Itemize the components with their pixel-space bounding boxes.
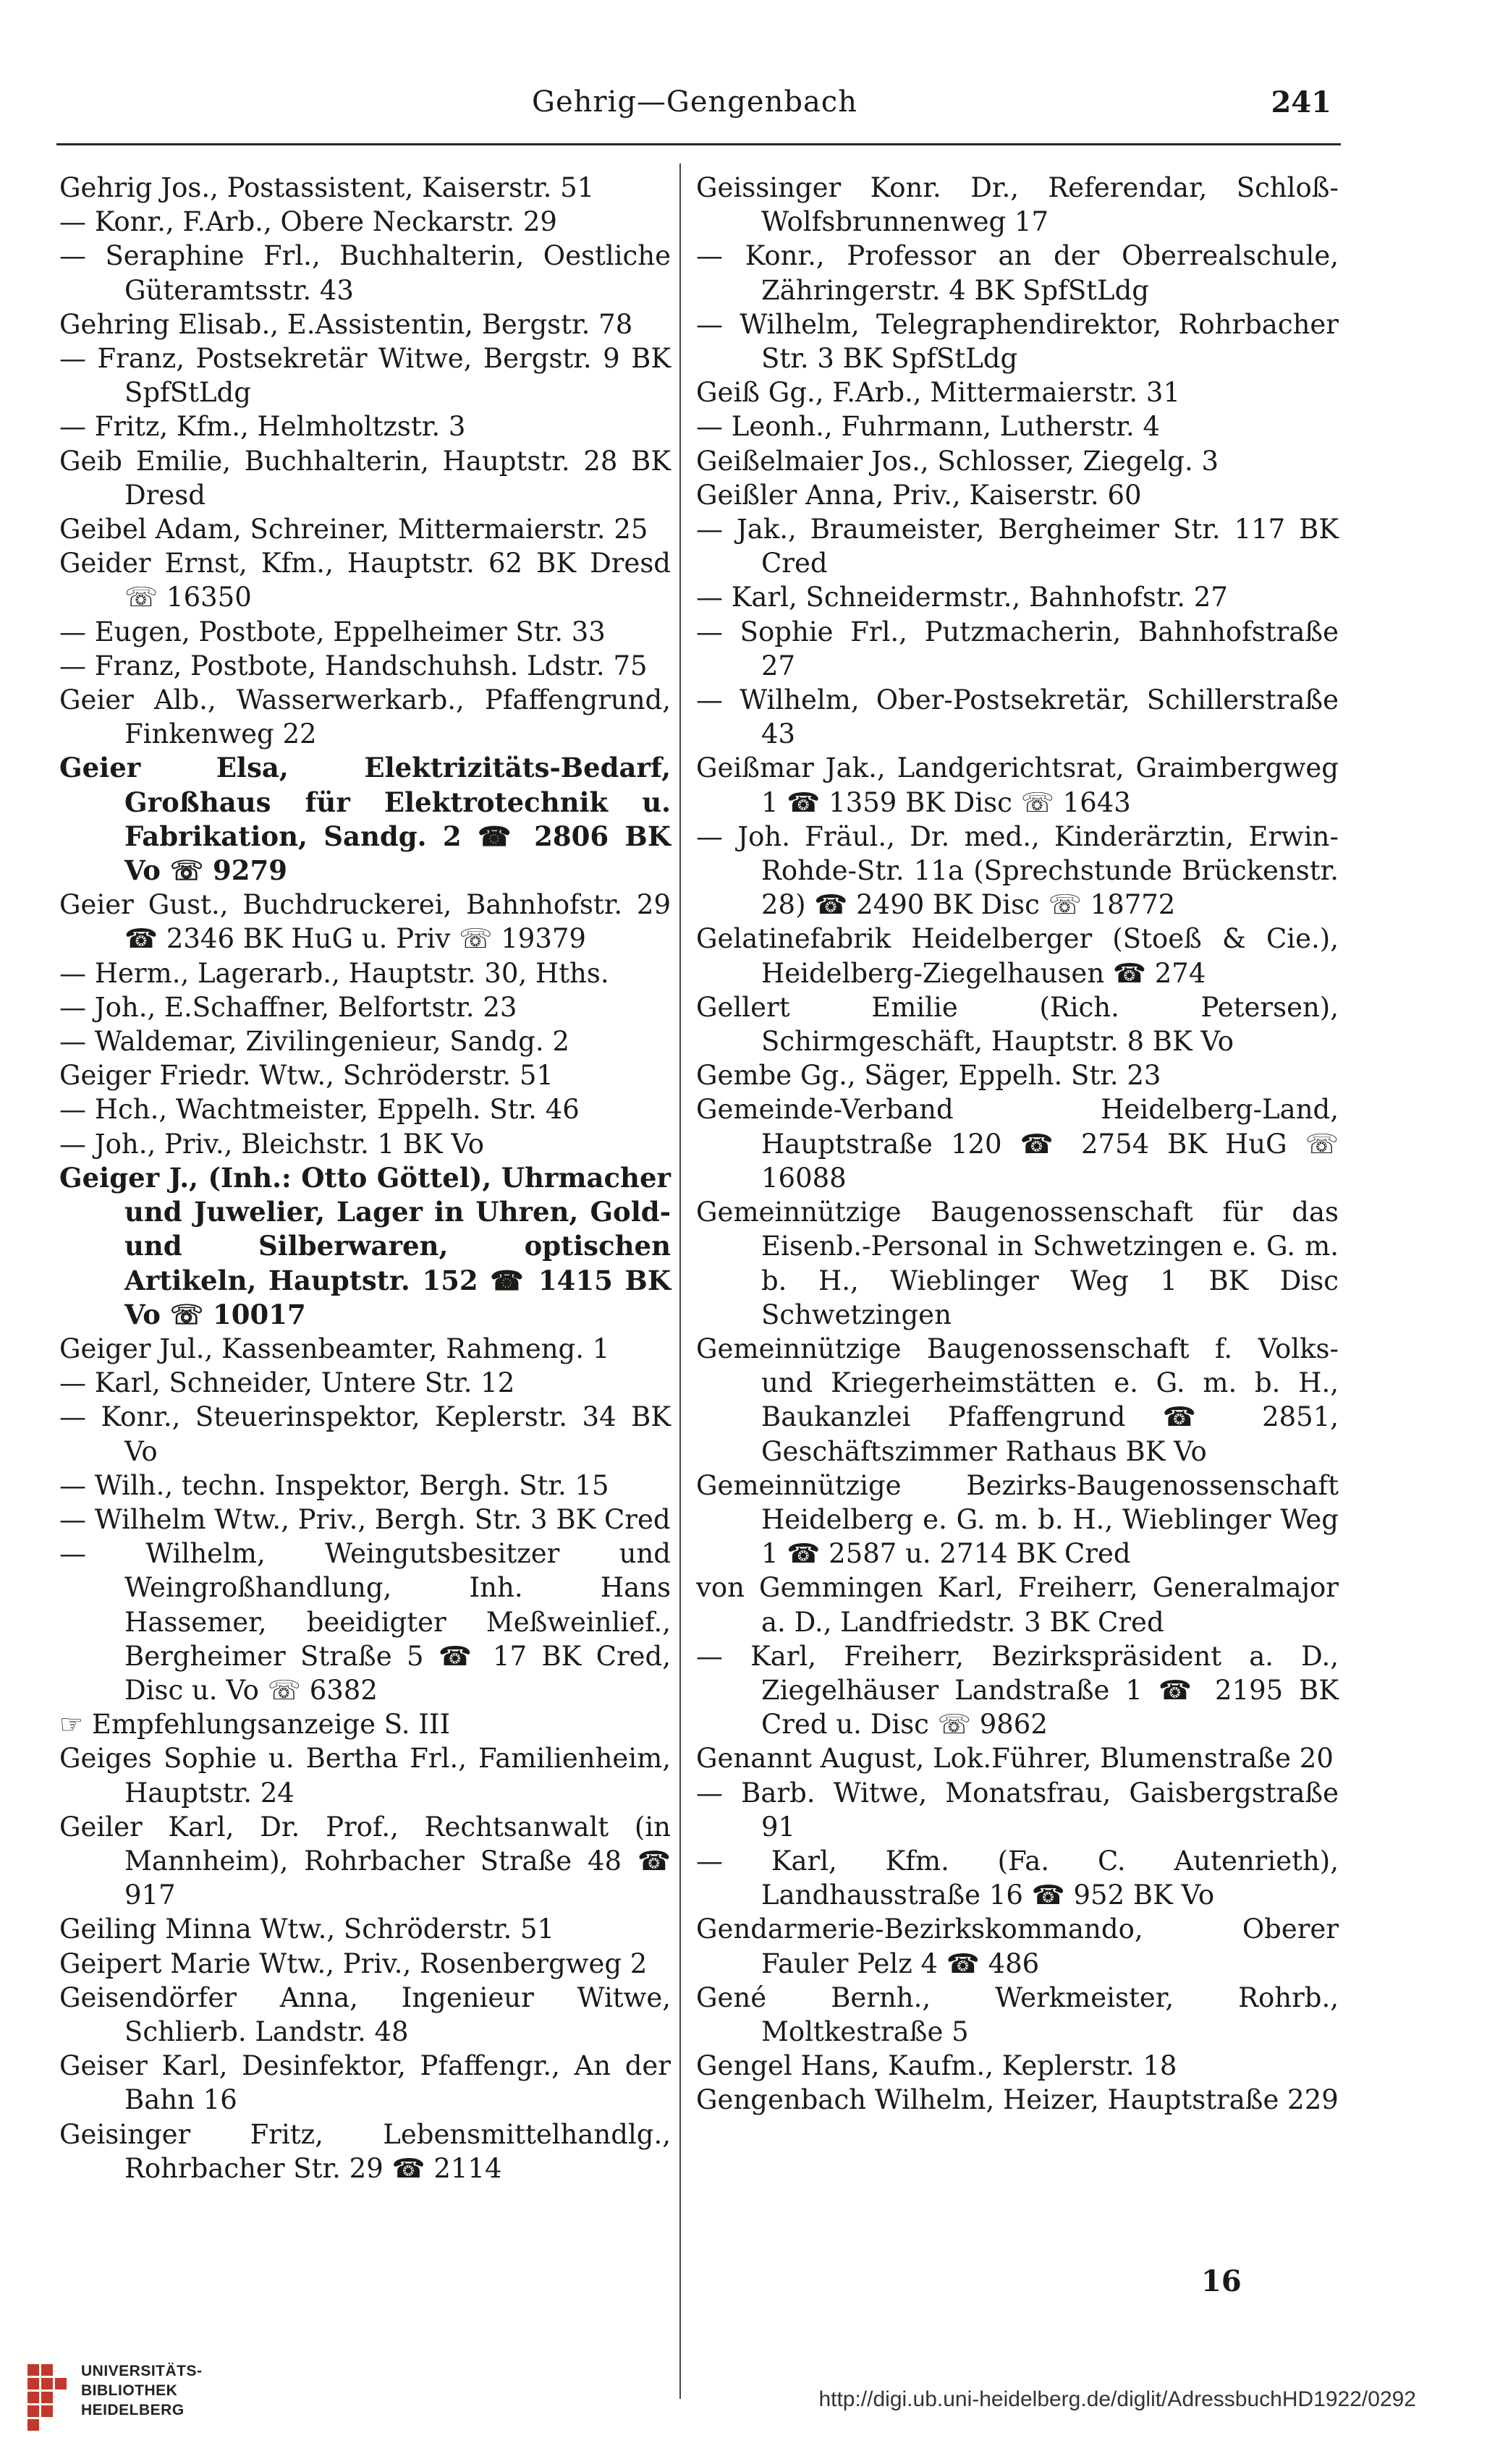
directory-entry: — Joh. Fräul., Dr. med., Kinderärztin, Erwin-Rohde-Str. 11a (Sprechstunde Brückenstr. 28) ☎ 2490 BK Disc ☏ 18772 (696, 820, 1339, 921)
directory-entry: Gemeinnützige Bezirks-Baugenossenschaft Heidelberg e. G. m. b. H., Wieblinger Weg 1 ☎ 2587 u. 2714 BK Cred (696, 1469, 1339, 1570)
directory-entry: — Herm., Lagerarb., Hauptstr. 30, Hths. (59, 957, 609, 989)
directory-entry: — Barb. Witwe, Monatsfrau, Gaisbergstraße 91 (696, 1777, 1339, 1843)
directory-entry: Geier Alb., Wasserwerkarb., Pfaffengrund, Finkenweg 22 (59, 684, 671, 750)
directory-entry: Geib Emilie, Buchhalterin, Hauptstr. 28 BK Dresd (59, 445, 671, 511)
directory-entry: — Wilhelm, Ober-Postsekretär, Schillerstraße 43 (696, 684, 1339, 750)
directory-entry: — Konr., Professor an der Oberrealschule, Zähringerstr. 4 BK SpfStLdg (696, 240, 1339, 306)
directory-entry: Gellert Emilie (Rich. Petersen), Schirmgeschäft, Hauptstr. 8 BK Vo (696, 991, 1339, 1058)
directory-entry: Geiger Jul., Kassenbeamter, Rahmeng. 1 (59, 1333, 610, 1364)
left-column (59, 171, 671, 2185)
directory-entry: Geißler Anna, Priv., Kaiserstr. 60 (696, 479, 1142, 511)
directory-entry: Geisendörfer Anna, Ingenieur Witwe, Schlierb. Landstr. 48 (59, 1981, 671, 2047)
running-header (58, 85, 1331, 129)
directory-entry: Geisinger Fritz, Lebensmittelhandlg., Rohrbacher Str. 29 ☎ 2114 (59, 2118, 671, 2184)
directory-entry: Gelatinefabrik Heidelberger (Stoeß & Cie.), Heidelberg-Ziegelhausen ☎ 274 (696, 923, 1339, 989)
directory-entry: Geier Elsa, Elektrizitäts-Bedarf, Großhaus für Elektrotechnik u. Fabrikation, Sandg. 2 ☎ 2806 BK Vo ☏ 9279 (59, 752, 671, 887)
directory-entry: Geiling Minna Wtw., Schröderstr. 51 (59, 1913, 555, 1945)
directory-entry: — Leonh., Fuhrmann, Lutherstr. 4 (696, 411, 1161, 443)
directory-entry: — Joh., E.Schaffner, Belfortstr. 23 (59, 991, 517, 1023)
column-divider (679, 163, 681, 2399)
directory-entry: — Karl, Schneidermstr., Bahnhofstr. 27 (696, 582, 1228, 613)
directory-entry: Gendarmerie-Bezirkskommando, Oberer Fauler Pelz 4 ☎ 486 (696, 1913, 1339, 1979)
right-column (696, 171, 1339, 2117)
directory-entry: — Franz, Postbote, Handschuhsh. Ldstr. 75 (59, 650, 648, 681)
directory-entry: Geiges Sophie u. Bertha Frl., Familienheim, Hauptstr. 24 (59, 1743, 671, 1809)
directory-entry: von Gemmingen Karl, Freiherr, Generalmajor a. D., Landfriedstr. 3 BK Cred (696, 1572, 1339, 1638)
source-url-link[interactable]: http://digi.ub.uni-heidelberg.de/diglit/AdressbuchHD1922/0292 (818, 2387, 1416, 2411)
directory-entry: — Wilh., techn. Inspektor, Bergh. Str. 15 (59, 1469, 609, 1501)
directory-entry: Geiß Gg., F.Arb., Mittermaierstr. 31 (696, 377, 1181, 409)
directory-entry: — Joh., Priv., Bleichstr. 1 BK Vo (59, 1128, 484, 1160)
page-number: 241 (1271, 85, 1331, 119)
directory-entry: Geiler Karl, Dr. Prof., Rechtsanwalt (in Mannheim), Rohrbacher Straße 48 ☎ 917 (59, 1811, 671, 1911)
library-name-line: BIBLIOTHEK (81, 2382, 178, 2399)
directory-entry: — Sophie Frl., Putzmacherin, Bahnhofstraße 27 (696, 616, 1339, 681)
directory-entry: Gené Bernh., Werkmeister, Rohrb., Moltkestraße 5 (696, 1981, 1339, 2047)
directory-entry: — Wilhelm, Weingutsbesitzer und Weingroßhandlung, Inh. Hans Hassemer, beeidigter Meßweinlief., Bergheimer Straße 5 ☎ 17 BK Cred, Disc u. Vo ☏ 6382 (59, 1538, 671, 1706)
directory-entry: Geibel Adam, Schreiner, Mittermaierstr. 25 (59, 514, 648, 545)
directory-entry: — Karl, Freiherr, Bezirkspräsident a. D., Ziegelhäuser Landstraße 1 ☎ 2195 BK Cred u. Disc ☏ 9862 (696, 1640, 1339, 1741)
directory-entry: Gehrig Jos., Postassistent, Kaiserstr. 51 (59, 172, 595, 203)
directory-entry: — Wilhelm Wtw., Priv., Bergh. Str. 3 BK Cred (59, 1503, 671, 1535)
directory-entry: — Jak., Braumeister, Bergheimer Str. 117 BK Cred (696, 514, 1339, 579)
directory-entry: — Wilhelm, Telegraphendirektor, Rohrbacher Str. 3 BK SpfStLdg (696, 308, 1339, 375)
directory-entry: — Konr., Steuerinspektor, Keplerstr. 34 BK Vo (59, 1401, 671, 1467)
directory-entry: Geiger J., (Inh.: Otto Göttel), Uhrmacher und Juwelier, Lager in Uhren, Gold- und Silberwaren, optischen Artikeln, Hauptstr. 152 ☎ 1415 BK Vo ☏ 10017 (59, 1161, 671, 1330)
directory-entry: Gengel Hans, Kaufm., Keplerstr. 18 (696, 2050, 1177, 2082)
directory-entry: Geider Ernst, Kfm., Hauptstr. 62 BK Dresd ☏ 16350 (59, 548, 671, 613)
library-name-line: UNIVERSITÄTS- (81, 2363, 203, 2379)
directory-entry: — Seraphine Frl., Buchhalterin, Oestliche Güteramtsstr. 43 (59, 240, 671, 306)
directory-entry: Geißmar Jak., Landgerichtsrat, Graimbergweg 1 ☎ 1359 BK Disc ☏ 1643 (696, 752, 1339, 818)
running-title: Gehrig—Gengenbach (532, 85, 857, 119)
library-name (81, 2361, 203, 2420)
directory-entry: Geipert Marie Wtw., Priv., Rosenbergweg 2 (59, 1947, 648, 1979)
header-rule (56, 143, 1341, 145)
directory-entry: — Karl, Schneider, Untere Str. 12 (59, 1367, 515, 1399)
directory-entry: Genannt August, Lok.Führer, Blumenstraße 20 (696, 1743, 1334, 1775)
directory-entry: — Fritz, Kfm., Helmholtzstr. 3 (59, 411, 466, 443)
library-name-line: HEIDELBERG (81, 2402, 185, 2418)
directory-entry: Geiger Friedr. Wtw., Schröderstr. 51 (59, 1060, 554, 1092)
directory-entry: Gengenbach Wilhelm, Heizer, Hauptstraße 229 (696, 2084, 1339, 2116)
university-library-logo-icon (27, 2364, 67, 2431)
directory-entry: Gembe Gg., Säger, Eppelh. Str. 23 (696, 1060, 1161, 1092)
directory-entry: Geissinger Konr. Dr., Referendar, Schloß-Wolfsbrunnenweg 17 (696, 172, 1339, 238)
directory-entry: Geier Gust., Buchdruckerei, Bahnhofstr. 29 ☎ 2346 BK HuG u. Priv ☏ 19379 (59, 889, 671, 955)
directory-entry: Gehring Elisab., E.Assistentin, Bergstr. 78 (59, 308, 633, 340)
directory-entry: ☞ Empfehlungsanzeige S. III (59, 1709, 451, 1741)
directory-entry: — Konr., F.Arb., Obere Neckarstr. 29 (59, 206, 557, 238)
directory-entry: Gemeinnützige Baugenossenschaft für das Eisenb.-Personal in Schwetzingen e. G. m. b. H., Wieblinger Weg 1 BK Disc Schwetzingen (696, 1197, 1339, 1330)
directory-entry: — Hch., Wachtmeister, Eppelh. Str. 46 (59, 1094, 580, 1126)
directory-entry: Gemeinnützige Baugenossenschaft f. Volks- und Kriegerheimstätten e. G. m. b. H., Baukanzlei Pfaffengrund ☎ 2851, Geschäftszimmer Rathaus BK Vo (696, 1333, 1339, 1467)
directory-entry: — Waldemar, Zivilingenieur, Sandg. 2 (59, 1026, 569, 1058)
directory-entry: Gemeinde-Verband Heidelberg-Land, Hauptstraße 120 ☎ 2754 BK HuG ☏ 16088 (696, 1094, 1339, 1194)
directory-entry: Geiser Karl, Desinfektor, Pfaffengr., An der Bahn 16 (59, 2050, 671, 2116)
directory-entry: — Eugen, Postbote, Eppelheimer Str. 33 (59, 616, 606, 647)
footer (0, 2344, 1487, 2464)
directory-entry: Geißelmaier Jos., Schlosser, Ziegelg. 3 (696, 445, 1219, 477)
directory-entry: — Franz, Postsekretär Witwe, Bergstr. 9 BK SpfStLdg (59, 343, 671, 409)
directory-entry: — Karl, Kfm. (Fa. C. Autenrieth), Landhausstraße 16 ☎ 952 BK Vo (696, 1845, 1339, 1911)
signature-mark: 16 (1201, 2264, 1242, 2298)
